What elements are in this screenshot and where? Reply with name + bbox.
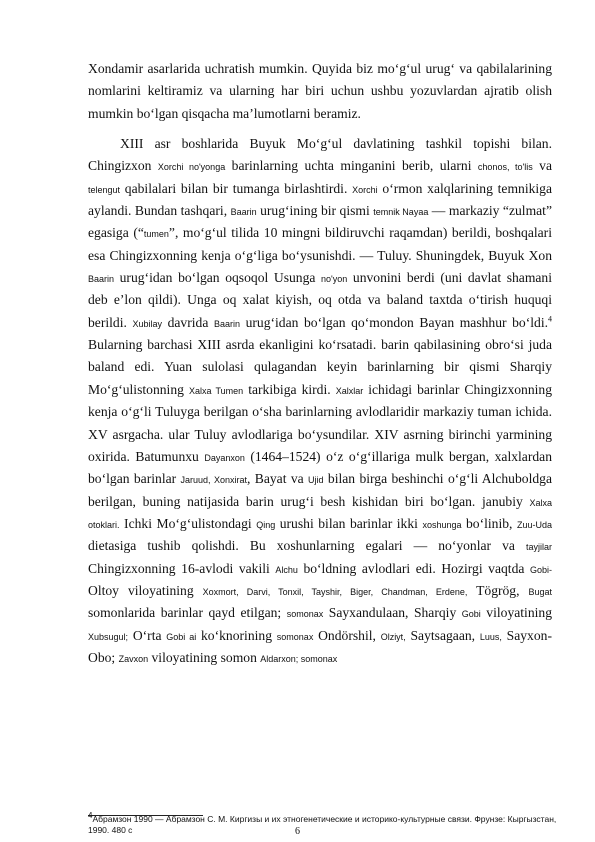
body-text: Oltoy viloyatining <box>88 582 203 598</box>
inline-term: somonax <box>286 609 324 620</box>
inline-term: Xalxa Tumen <box>188 385 244 396</box>
inline-term: Zavxon <box>118 653 149 664</box>
body-text: (1464–1524) o‘z o‘g‘illariga mulk bergan, xalxlardan bo‘lgan barinlar <box>88 448 552 487</box>
footnote-reference[interactable]: 4 <box>548 314 552 324</box>
paragraph-gap <box>88 125 552 133</box>
body-text: ko‘knorining <box>196 627 277 643</box>
inline-term: Xubsugul; <box>88 631 129 642</box>
inline-term: tayjilar <box>525 542 552 553</box>
inline-term: Xubilay <box>132 318 163 329</box>
inline-term: Xoxmort, Darvi, Tonxil, Tayshir, Biger, Chandman, Erdene, <box>202 586 468 597</box>
body-text: bo‘ldning avlodlari edi. Hozirgi vaqtda <box>297 560 530 576</box>
body-text: bo‘linib, <box>461 515 517 531</box>
body-text: ”, mo‘g‘ul tilida 10 mingni bildiruvchi raqamdan) berildi, boshqalari esa Chingizxonning kenja o‘g‘liga bo‘ysunishdi. — Tuluy. Shuningdek, Buyuk Xon <box>88 225 552 263</box>
inline-term: Gobi <box>461 609 481 620</box>
footnote-text: Абрамзон 1990 — Абрамзон С. М. Киргизы и их этногенетические и историко-культурные связи. Фрунзе: Кыргызстан, 1990. 480 с <box>88 814 557 835</box>
inline-term: Qing <box>256 519 276 530</box>
paragraph-2 <box>88 133 552 669</box>
body-text: viloyatining <box>480 605 552 621</box>
inline-term: Dayanxon <box>204 452 245 463</box>
inline-term: Gobi- <box>529 564 552 575</box>
inline-term: Baarin <box>230 207 257 218</box>
inline-term: Baarin <box>213 318 240 329</box>
body-text: somonlarida barinlar qayd etilgan; <box>88 605 287 621</box>
body-text: urug‘idan bo‘lgan qo‘mondon Bayan mashhur bo‘ldi. <box>239 314 548 330</box>
body-text: Ondörshil, <box>313 627 381 643</box>
inline-term: Baarin <box>88 274 115 285</box>
inline-term: Zuu-Uda <box>516 519 552 530</box>
body-text: Bularning barchasi XIII asrda ekanligini ko‘rsatadi. barin qabilasining obro‘si juda baland edi. Yuan sulolasi qulagandan keyin barinlarning bir qismi Sharqiy Mo‘g‘ulistonning <box>88 337 552 397</box>
inline-term: Luus, <box>479 631 502 642</box>
body-text: Sayxandulaan, Sharqiy <box>323 605 462 621</box>
inline-term: Xorchi <box>352 184 378 195</box>
inline-term: Bugat <box>528 586 553 597</box>
inline-term: Gobi ai <box>166 631 197 642</box>
body-text: unvonini berdi (uni davlat shamani deb e’lon qildi). Unga oq xalat kiyish, oq otda va baland taxtda o‘tirish huquqi berildi. <box>88 270 553 330</box>
body-text: Sayxon-Obo; <box>88 627 552 665</box>
inline-term: xoshunga <box>422 519 462 530</box>
body-text: — markaziy “zulmat” egasiga (“ <box>88 203 552 241</box>
body-text: , Bayat va <box>247 471 309 487</box>
body-text: Ichki Mo‘g‘ulistondagi <box>119 515 257 531</box>
body-text: barinlarning uchta minganini berib, ularni <box>225 158 478 174</box>
body-text: tarkibiga kirdi. <box>243 381 336 397</box>
body-text: viloyatining somon <box>148 649 261 665</box>
body-text: ichidagi barinlar Chingizxonning kenja o‘g‘li Tuluyga berilgan o‘sha barinlarning avlodlaridir markaziy tuman ichida. XV asrgacha. ular Tuluy avlodlariga bo‘ysundilar. XIV asrning birinchi yarmining oxirida. Batumunxu <box>88 381 553 464</box>
inline-term: chonos, to'lis <box>477 162 533 173</box>
inline-term: Jaruud, Xonxirat <box>180 475 248 486</box>
paragraph-1: Xondamir asarlarida uchratish mumkin. Quyida biz mo‘g‘ul urug‘ va qabilalarining nomlarini keltiramiz va ularning har biri uchun ushbu yozuvlardan ajratib olish mumkin bo‘lgan qisqacha ma’lumotlarni beramiz. <box>88 61 552 121</box>
inline-term: somonax <box>276 631 314 642</box>
inline-term: no'yon <box>321 274 348 285</box>
body-text: o‘rmon xalqlarining temnikiga aylandi. Bundan tashqari, <box>88 180 552 219</box>
body-text: O‘rta <box>128 627 167 643</box>
body-text: urug‘idan bo‘lgan oqsoqol Usunga <box>114 270 322 286</box>
inline-term: tumen <box>143 229 169 240</box>
body-text: qabilalari bilan bir tumanga birlashtirdi. <box>120 180 353 196</box>
body-text: XIII asr boshlarida Buyuk Mo‘g‘ul davlatining tashkil topishi bilan. Chingizxon <box>88 136 552 174</box>
inline-term: Ujid <box>308 475 324 486</box>
inline-term: Xalxlar <box>335 385 364 396</box>
inline-term: temnik Nayaa <box>373 207 429 218</box>
body-text: davrida <box>162 314 214 330</box>
body-text: va <box>532 158 552 174</box>
body-text: dietasiga tushib qolishdi. Bu xoshunlarning egalari — no‘yonlar va <box>88 538 526 554</box>
inline-term: telengut <box>88 184 121 195</box>
page-number: 6 <box>295 826 300 837</box>
inline-term: Xorchi no'yonga <box>157 162 226 173</box>
inline-term: Olziyt, <box>380 631 406 642</box>
inline-term: Xalxa otoklari. <box>88 497 552 530</box>
body-text: Tögrög, <box>467 582 529 598</box>
inline-term: Alchu <box>275 564 298 575</box>
document-body <box>88 58 552 669</box>
body-text: Chingizxonning 16-avlodi vakili <box>88 560 276 576</box>
inline-term: Aldarxon; somonax <box>260 653 338 664</box>
footnote-number: 4 <box>88 811 93 821</box>
body-text: urug‘ining bir qismi <box>256 203 374 219</box>
body-text: Saytsagaan, <box>405 627 480 643</box>
body-text: urushi bilan barinlar ikki <box>275 515 423 531</box>
body-text: bilan birga beshinchi o‘g‘li Alchuboldga berilgan, buning natijasida barin urug‘i besh kishidan biri bo‘lgan. janubiy <box>88 471 552 509</box>
